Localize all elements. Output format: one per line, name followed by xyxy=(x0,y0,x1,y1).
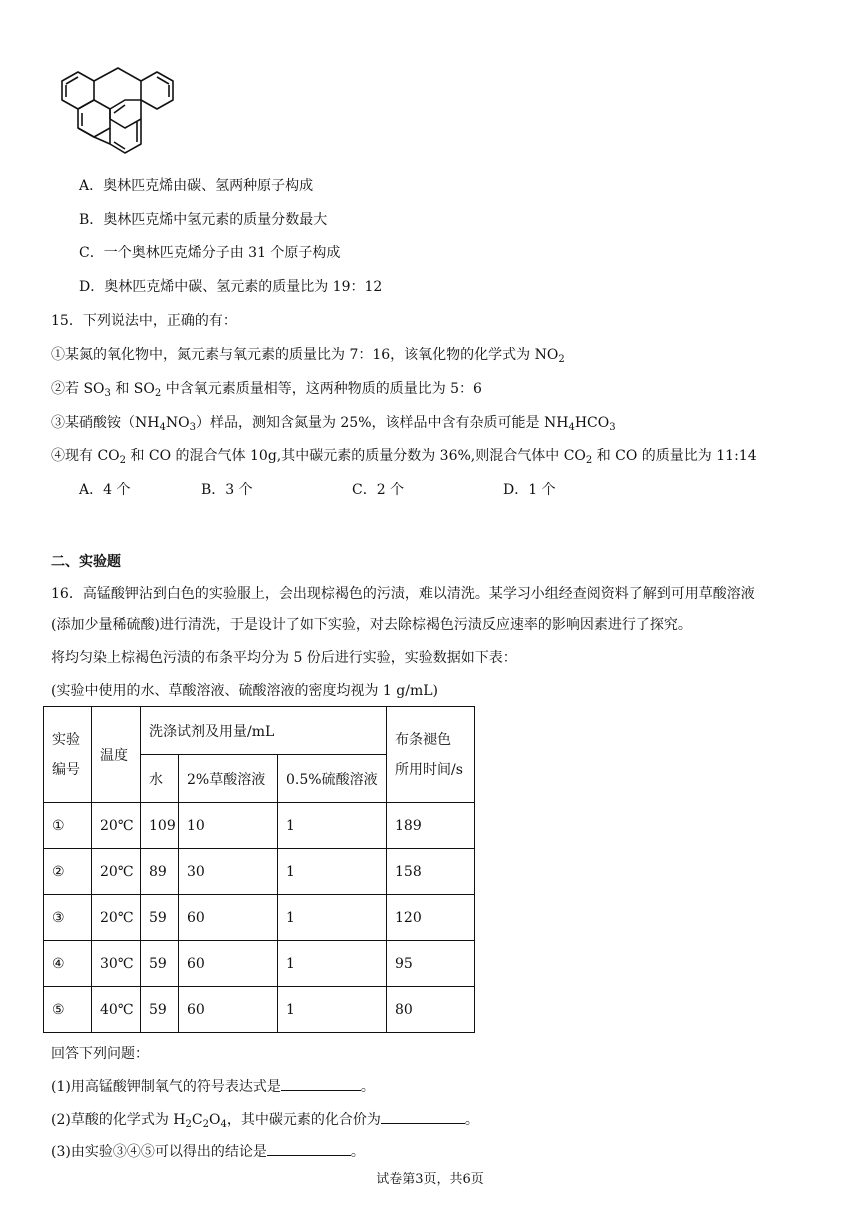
answer-blank[interactable] xyxy=(267,1141,351,1156)
q15-option-b: B．3 个 xyxy=(201,482,253,498)
experiment-table xyxy=(43,706,475,1033)
cell-oxalic: 10 xyxy=(179,803,278,849)
q15-statement-2: ②若 $SO_3$ 和 $SO_2$ 中含氧元素质量相等，这两种物质的质量比为 5：6 xyxy=(51,381,482,399)
cell-temp: 40℃ xyxy=(92,987,141,1033)
olympicene-structure-diagram xyxy=(48,58,198,160)
cell-water: 59 xyxy=(141,895,179,941)
q16-intro-line-2: (添加少量稀硫酸)进行清洗，于是设计了如下实验，对去除棕褐色污渍反应速率的影响因素进行了探究。 xyxy=(51,617,692,633)
cell-time: 95 xyxy=(387,941,475,987)
cell-sulfuric: 1 xyxy=(278,803,387,849)
header-temperature: 温度 xyxy=(92,707,141,803)
cell-oxalic: 60 xyxy=(179,941,278,987)
cell-time: 158 xyxy=(387,849,475,895)
page-footer: 试卷第3页，共6页 xyxy=(376,1172,484,1187)
q15-statement-1: ①某氮的氧化物中，氮元素与氧元素的质量比为 7：16，该氧化物的化学式为 $NO_2$ xyxy=(51,347,565,365)
cell-sulfuric: 1 xyxy=(278,941,387,987)
table-row xyxy=(44,987,475,1033)
q14-option-b: B．奥林匹克烯中氢元素的质量分数最大 xyxy=(79,212,328,228)
cell-no: ② xyxy=(44,849,92,895)
cell-sulfuric: 1 xyxy=(278,895,387,941)
q15-option-d: D．1 个 xyxy=(503,482,556,498)
q16-subquestion-1: (1)用高锰酸钾制氧气的符号表达式是 。 xyxy=(51,1076,375,1096)
q16-intro-line-4: (实验中使用的水、草酸溶液、硫酸溶液的密度均视为 1 g/mL) xyxy=(51,683,438,699)
q14-option-d: D．奥林匹克烯中碳、氢元素的质量比为 19：12 xyxy=(79,279,383,295)
cell-sulfuric: 1 xyxy=(278,987,387,1033)
header-fade-time: 布条褪色 所用时间/s xyxy=(387,707,475,803)
cell-no: ⑤ xyxy=(44,987,92,1033)
header-sulfuric: 0.5%硫酸溶液 xyxy=(278,755,387,803)
q16-answer-prompt: 回答下列问题： xyxy=(51,1046,149,1062)
q15-stem: 15．下列说法中，正确的有： xyxy=(51,313,237,329)
table-row xyxy=(44,803,475,849)
cell-no: ① xyxy=(44,803,92,849)
table-header-row-1 xyxy=(44,707,475,755)
table-row xyxy=(44,849,475,895)
cell-temp: 20℃ xyxy=(92,849,141,895)
header-water: 水 xyxy=(141,755,179,803)
table-row xyxy=(44,895,475,941)
q15-option-a: A．4 个 xyxy=(79,482,131,498)
cell-water: 109 xyxy=(141,803,179,849)
header-experiment-no: 实验 编号 xyxy=(44,707,92,803)
answer-blank[interactable] xyxy=(381,1109,465,1124)
header-reagent-group: 洗涤试剂及用量/mL xyxy=(141,707,387,755)
header-oxalic: 2%草酸溶液 xyxy=(179,755,278,803)
cell-oxalic: 60 xyxy=(179,895,278,941)
cell-oxalic: 30 xyxy=(179,849,278,895)
q15-option-c: C．2 个 xyxy=(352,482,405,498)
q14-option-c: C．一个奥林匹克烯分子由 31 个原子构成 xyxy=(79,245,341,261)
cell-no: ③ xyxy=(44,895,92,941)
table-row xyxy=(44,941,475,987)
cell-water: 59 xyxy=(141,941,179,987)
cell-time: 80 xyxy=(387,987,475,1033)
cell-water: 89 xyxy=(141,849,179,895)
q16-intro-line-1: 16．高锰酸钾沾到白色的实验服上，会出现棕褐色的污渍，难以清洗。某学习小组经查阅资料了解到可用草酸溶液 xyxy=(51,586,755,602)
cell-oxalic: 60 xyxy=(179,987,278,1033)
cell-time: 120 xyxy=(387,895,475,941)
q15-statement-4: ④现有 $CO_2$ 和 CO 的混合气体 10g,其中碳元素的质量分数为 36%,则混合气体中 $CO_2$ 和 CO 的质量比为 11:14 xyxy=(51,448,757,466)
q15-statement-3: ③某硝酸铵$(NH_4NO_3)$样品，测知含氮量为 25%，该样品中含有杂质可能是 $NH_4HCO_3$ xyxy=(51,415,616,433)
q16-subquestion-2: (2)草酸的化学式为 $H_2C_2O_4$，其中碳元素的化合价为 。 xyxy=(51,1109,479,1130)
cell-water: 59 xyxy=(141,987,179,1033)
cell-temp: 20℃ xyxy=(92,895,141,941)
q14-option-a: A．奥林匹克烯由碳、氢两种原子构成 xyxy=(79,178,314,194)
q16-intro-line-3: 将均匀染上棕褐色污渍的布条平均分为 5 份后进行实验，实验数据如下表： xyxy=(51,650,517,666)
cell-no: ④ xyxy=(44,941,92,987)
section-title: 二、实验题 xyxy=(51,554,121,570)
cell-temp: 30℃ xyxy=(92,941,141,987)
answer-blank[interactable] xyxy=(281,1076,361,1091)
cell-time: 189 xyxy=(387,803,475,849)
cell-sulfuric: 1 xyxy=(278,849,387,895)
cell-temp: 20℃ xyxy=(92,803,141,849)
q16-subquestion-3: (3)由实验③④⑤可以得出的结论是 。 xyxy=(51,1141,365,1161)
